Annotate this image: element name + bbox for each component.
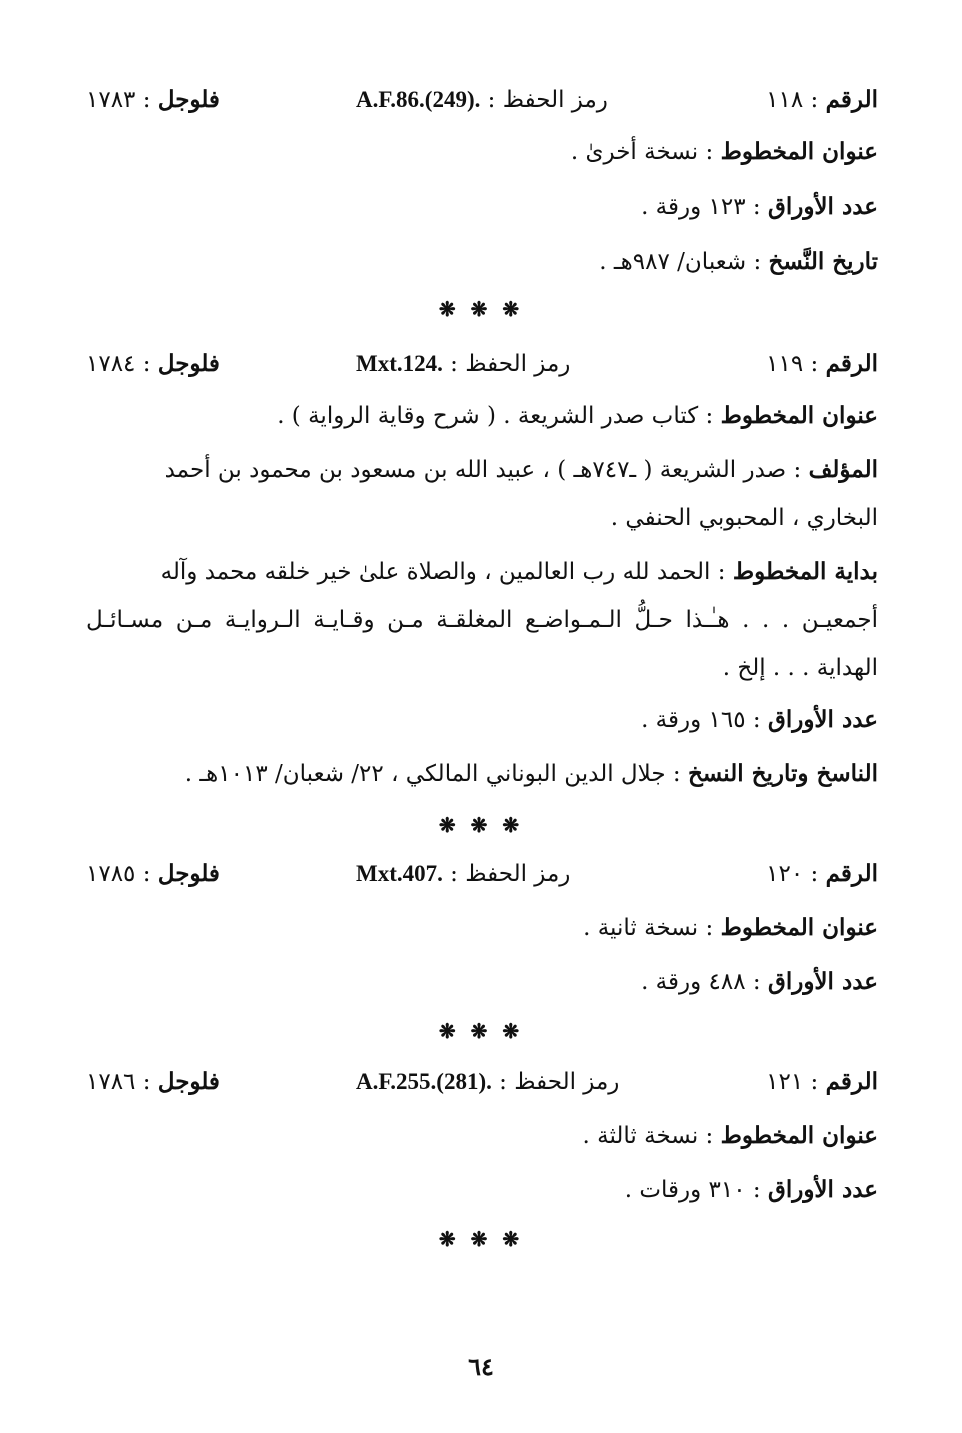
- entry-film: فلوجل : ١٧٨٥: [86, 860, 220, 887]
- entry-code: رمز الحفظ : A.F.86.(249).: [356, 87, 608, 113]
- page-number: ٦٤: [468, 1352, 494, 1381]
- entry-code: رمز الحفظ : Mxt.124.: [356, 351, 571, 377]
- entry-number: الرقم : ١١٩: [766, 350, 878, 377]
- entry-film: فلوجل : ١٧٨٦: [86, 1068, 220, 1095]
- entry-120-leaves: عدد الأوراق : ٤٨٨ ورقة .: [641, 968, 878, 995]
- entry-118-leaves: عدد الأوراق : ١٢٣ ورقة .: [641, 193, 878, 220]
- entry-121-header: [86, 1060, 878, 1104]
- entry-film: فلوجل : ١٧٨٤: [86, 350, 220, 377]
- separator: ❋ ❋ ❋: [438, 297, 524, 321]
- entry-code: رمز الحفظ : A.F.255.(281).: [356, 1069, 620, 1095]
- entry-119-beginning-end: الهداية . . . إلخ .: [722, 655, 878, 681]
- entry-118-header: [86, 78, 878, 122]
- separator: ❋ ❋ ❋: [438, 813, 524, 837]
- entry-number: الرقم : ١٢٠: [766, 860, 878, 887]
- entry-120-title: عنوان المخطوط : نسخة ثانية .: [583, 914, 878, 941]
- entry-118-copy-date: تاريخ النَّسخ : شعبان/ ٩٨٧هـ .: [599, 248, 878, 275]
- entry-119-beginning-cont: أجمعيـن . . . هـٰـذا حـلُّ الـمـواضـع المغلقـة مـن وقـايـة الـروايـة مـن مسـائـل: [86, 607, 878, 633]
- entry-119-copyist: الناسخ وتاريخ النسخ : جلال الدين البوناني المالكي ، ٢٢/ شعبان/ ١٠١٣هـ .: [184, 760, 878, 787]
- entry-119-beginning: بداية المخطوط : الحمد لله رب العالمين ، والصلاة علىٰ خير خلقه محمد وآله: [160, 558, 878, 585]
- entry-120-header: [86, 852, 878, 896]
- entry-119-title: عنوان المخطوط : كتاب صدر الشريعة . ( شرح وقاية الرواية ) .: [277, 402, 878, 429]
- entry-number: الرقم : ١١٨: [766, 86, 878, 113]
- entry-119-header: [86, 342, 878, 386]
- entry-number: الرقم : ١٢١: [766, 1068, 878, 1095]
- entry-118-title: عنوان المخطوط : نسخة أخرىٰ .: [570, 138, 878, 165]
- entry-119-leaves: عدد الأوراق : ١٦٥ ورقة .: [641, 706, 878, 733]
- entry-121-title: عنوان المخطوط : نسخة ثالثة .: [582, 1122, 878, 1149]
- separator: ❋ ❋ ❋: [438, 1019, 524, 1043]
- entry-code: رمز الحفظ : Mxt.407.: [356, 861, 571, 887]
- entry-film: فلوجل : ١٧٨٣: [86, 86, 220, 113]
- entry-119-author: المؤلف : صدر الشريعة ( ـ٧٤٧هـ ) ، عبيد الله بن مسعود بن محمود بن أحمد: [164, 456, 878, 483]
- entry-121-leaves: عدد الأوراق : ٣١٠ ورقات .: [624, 1176, 878, 1203]
- separator: ❋ ❋ ❋: [438, 1227, 524, 1251]
- entry-119-author-cont: البخاري ، المحبوبي الحنفي .: [610, 505, 878, 531]
